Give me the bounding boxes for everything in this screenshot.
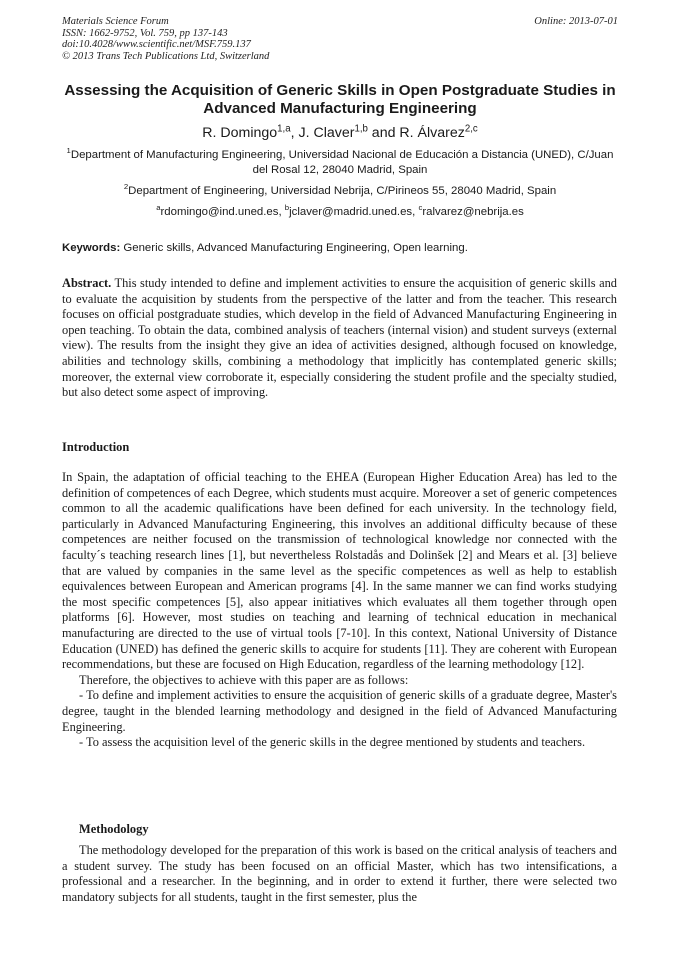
methodology-paragraph: The methodology developed for the preparation of this work is based on the critical analysis of teachers and a student survey. The study has been focused on an official Master, which has two intensifications, a professional and a researcher. In the beginning, and in order to extend it further, there were selected two mandatory subjects for all students, taught in the first semester, plus the [62, 843, 617, 904]
abstract-text: This study intended to define and implement activities to ensure the acquisition of generic skills and to evaluate the acquisition by students from the perspective of the latter and from the teacher. This research focuses on official postgraduate studies, which develop in the field of Advanced Manufacturing Engineering in open teaching. To obtain the data, combined analysis of teachers (internal vision) and student surveys (external view). The results from the insight they give an idea of activities designed, although focused on knowledge, abilities and technology skills, combining a methodology that implicitly has contemplated generic skills; moreover, the external view corroborate it, especially considering the student profile and the specialty studied, but also detect some aspect of improving. [62, 276, 618, 400]
paper-title: Assessing the Acquisition of Generic Skills in Open Postgraduate Studies in Advanced Manufacturing Engineering [64, 82, 616, 117]
online-date: Online: 2013-07-01 [534, 16, 618, 27]
copyright-line: © 2013 Trans Tech Publications Ltd, Switzerland [62, 50, 270, 62]
email-link: ralvarez@nebrija.es [422, 206, 524, 218]
affiliation-1: $^1$Department of Manufacturing Engineering, Universidad Nacional de Educación a Distancia (UNED), C/Juan del Rosal 12, 28040 Madrid, Spain [66, 146, 614, 176]
affiliation-2: $^2$Department of Engineering, Universidad Nebrija, C/Pirineos 55, 28040 Madrid, Spain [123, 182, 557, 197]
section-heading-introduction: Introduction [62, 440, 130, 454]
journal-name: Materials Science Forum [62, 16, 169, 27]
abstract [62, 276, 617, 401]
author: R. Álvarez$^{2,c}$ [399, 123, 478, 141]
publication-header [62, 16, 618, 62]
introduction-body [62, 470, 617, 751]
email-link: jclaver@madrid.uned.es [289, 206, 413, 218]
objective-item: - To assess the acquisition level of the generic skills in the degree mentioned by students and teachers. [79, 735, 586, 750]
author: J. Claver$^{1,b}$ [298, 123, 368, 141]
paragraph: Therefore, the objectives to achieve with this paper are as follows: [79, 672, 409, 687]
issn-line: ISSN: 1662-9752, Vol. 759, pp 137-143 [62, 27, 228, 39]
section-heading-methodology: Methodology [79, 822, 149, 836]
author-list: R. Domingo$^{1,a}$, J. Claver$^{1,b}$ and R. Álvarez$^{2,c}$ [202, 123, 478, 141]
author: R. Domingo$^{1,a}$ [202, 123, 291, 141]
abstract-label: Abstract. [62, 276, 112, 290]
keywords [62, 241, 618, 256]
objective-item: - To define and implement activities to ensure the acquisition of generic skills of a graduate degree, Master's degree, taught in the blended learning methodology and designed in the field of Advanced Manufacturing Engineering. [62, 688, 617, 734]
doi-line: doi:10.4028/www.scientific.net/MSF.759.137 [62, 39, 251, 50]
author-emails: $^a$rdomingo@ind.uned.es, $^b$jclaver@madrid.uned.es, $^c$ralvarez@nebrija.es [156, 203, 524, 218]
paragraph: In Spain, the adaptation of official teaching to the EHEA (European Higher Education Area) has led to the definition of competences of each Degree, which students must acquire. Moreover a set of generic competences common to all the academic qualifications have been defined for each university. In the technology field, particularly in Advanced Manufacturing Engineering, this involves an additional difficulty because of these competences are neither focused on the transmission of technological knowledge nor connected with the faculty´s teaching research lines [1], but nevertheless Rolstadås and Dolinšek [2] and Mears et al. [3] believe that are valued by companies in the same level as the specific competences as well as help to establish equivalences between European and American programs [4]. In the same manner we can find works studying the most specific competences [5], also appear initiatives which evaluates all them together through open platforms [6]. However, most studies on teaching and learning of technical education in mechanical manufacturing are directed to the use of virtual tools [7-10]. In this context, National University of Distance Education (UNED) has defined the generic skills to acquire for students [11]. They are coherent with European recommendations, but these are focused on High Education, regardless of the learning methodology [12]. [62, 470, 617, 672]
keywords-text: Generic skills, Advanced Manufacturing Engineering, Open learning. [123, 242, 468, 254]
keywords-label: Keywords: [62, 242, 121, 254]
email-link: rdomingo@ind.uned.es [160, 206, 279, 218]
